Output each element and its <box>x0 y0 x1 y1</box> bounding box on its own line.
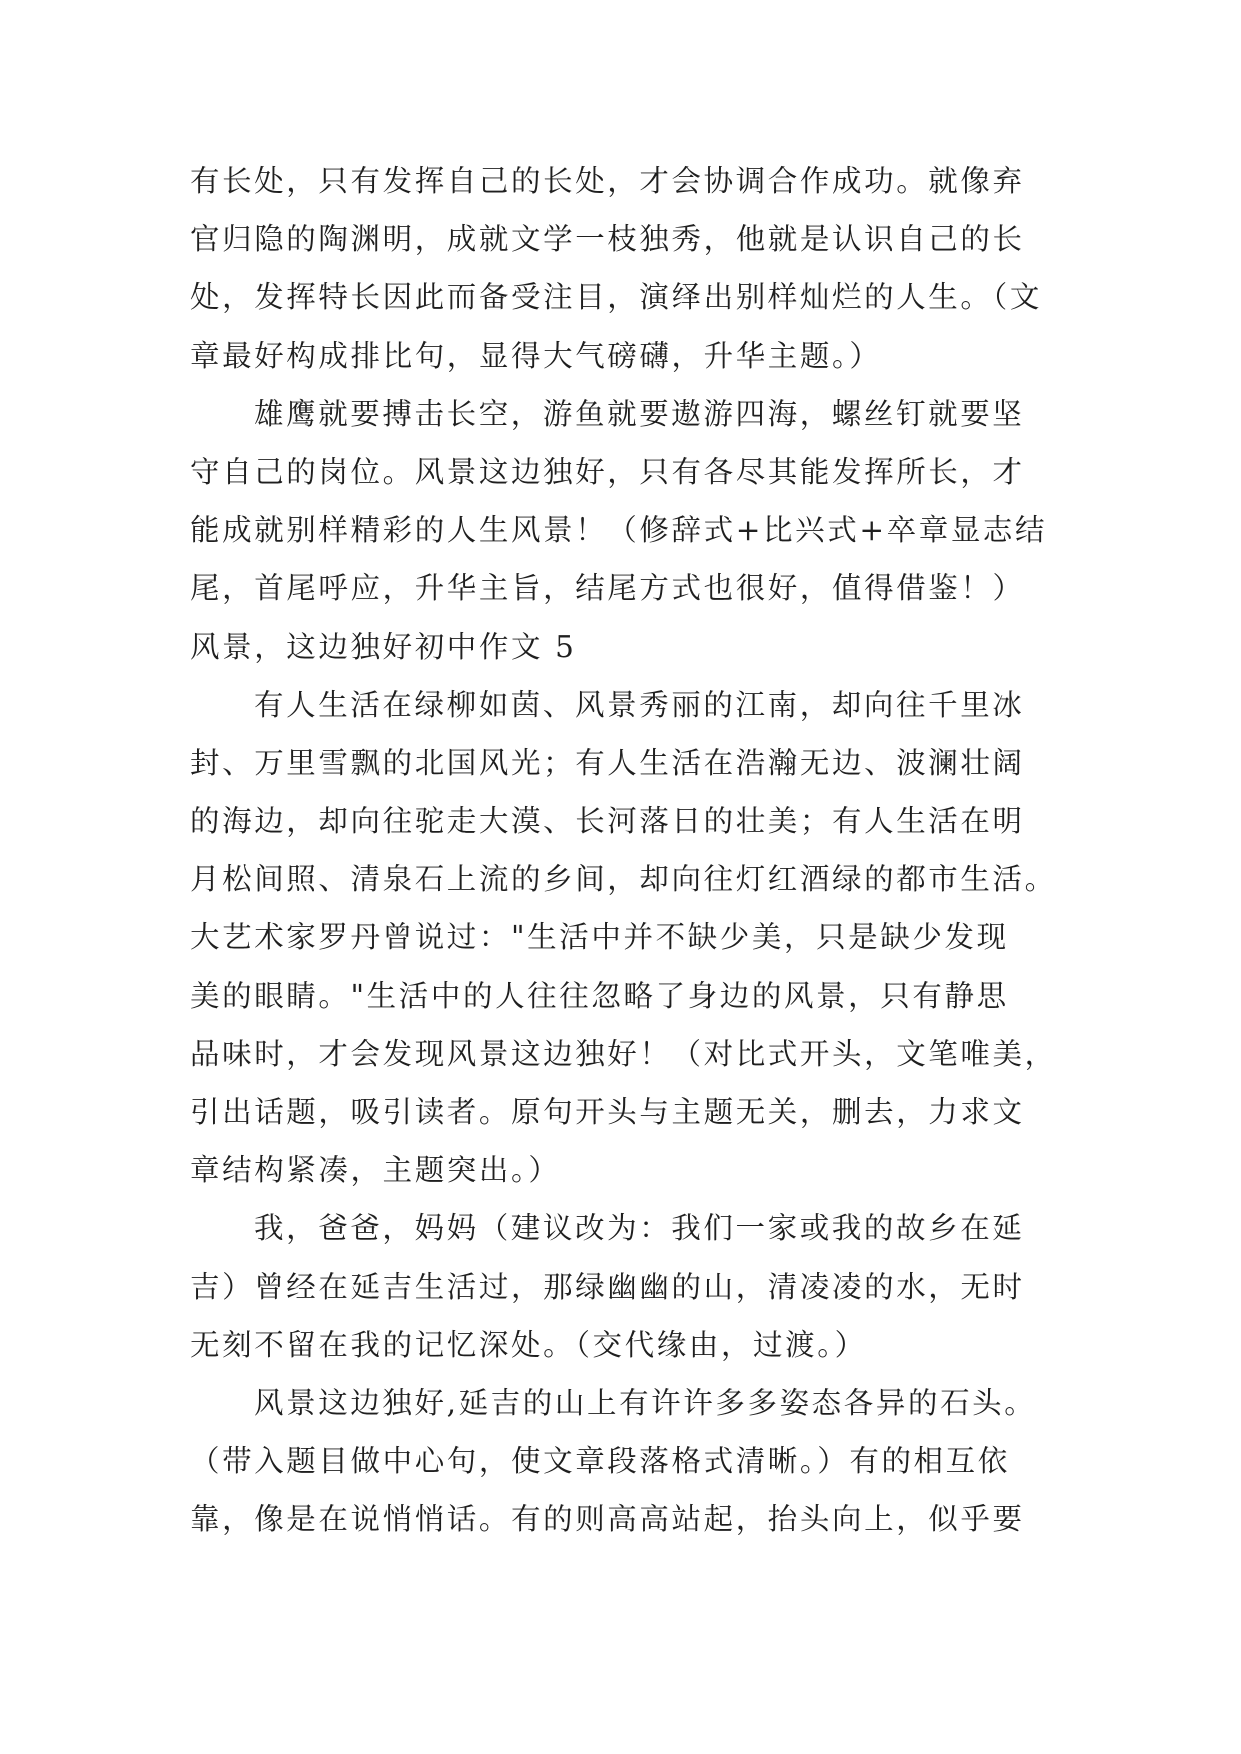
text-line: 能成就别样精彩的人生风景！（修辞式+比兴式+卒章显志结 <box>190 513 1048 548</box>
text-line: 守自己的岗位。风景这边独好，只有各尽其能发挥所长，才 <box>190 454 1025 489</box>
text-line: 我，爸爸，妈妈（建议改为：我们一家或我的故乡在延 <box>254 1211 1025 1246</box>
text-line: 风景，这边独好初中作文 5 <box>190 629 577 664</box>
text-line: （带入题目做中心句，使文章段落格式清晰。）有的相互依 <box>190 1444 1010 1479</box>
text-line: 风景这边独好,延吉的山上有许许多多姿态各异的石头。 <box>254 1385 1037 1420</box>
text-line: 吉）曾经在延吉生活过，那绿幽幽的山，清凌凌的水，无时 <box>190 1269 1025 1304</box>
text-line: 有长处，只有发挥自己的长处，才会协调合作成功。就像弃 <box>190 164 1025 198</box>
text-line: 章最好构成排比句，显得大气磅礴，升华主题。） <box>190 338 882 373</box>
text-line: 有人生活在绿柳如茵、风景秀丽的江南，却向往千里冰 <box>254 687 1025 722</box>
text-line: 尾，首尾呼应，升华主旨，结尾方式也很好，值得借鉴！） <box>190 571 1025 606</box>
text-line: 官归隐的陶渊明，成就文学一枝独秀，他就是认识自己的长 <box>190 222 1025 257</box>
text-line: 处，发挥特长因此而备受注目，演绎出别样灿烂的人生。（文 <box>190 280 1042 315</box>
text-line: 品味时，才会发现风景这边独好！（对比式开头，文笔唯美， <box>190 1036 1057 1071</box>
document-body <box>190 152 1060 1549</box>
text-line: 封、万里雪飘的北国风光；有人生活在浩瀚无边、波澜壮阔 <box>190 745 1025 780</box>
text-line: 章结构紧凑，主题突出。） <box>190 1153 561 1188</box>
text-line: 引出话题，吸引读者。原句开头与主题无关，删去，力求文 <box>190 1095 1025 1129</box>
text-line: 美的眼睛。"生活中的人往往忽略了身边的风景，只有静思 <box>190 978 1009 1013</box>
text-line: 无刻不留在我的记忆深处。（交代缘由，过渡。） <box>190 1327 867 1362</box>
text-line: 月松间照、清泉石上流的乡间，却向往灯红酒绿的都市生活。 <box>190 862 1057 897</box>
text-line: 靠，像是在说悄悄话。有的则高高站起，抬头向上，似乎要 <box>190 1502 1025 1537</box>
text-line: 大艺术家罗丹曾说过："生活中并不缺少美，只是缺少发现 <box>190 920 1009 955</box>
text-line: 雄鹰就要搏击长空，游鱼就要遨游四海，螺丝钉就要坚 <box>254 396 1025 431</box>
text-line: 的海边，却向往驼走大漠、长河落日的壮美；有人生活在明 <box>190 804 1025 839</box>
